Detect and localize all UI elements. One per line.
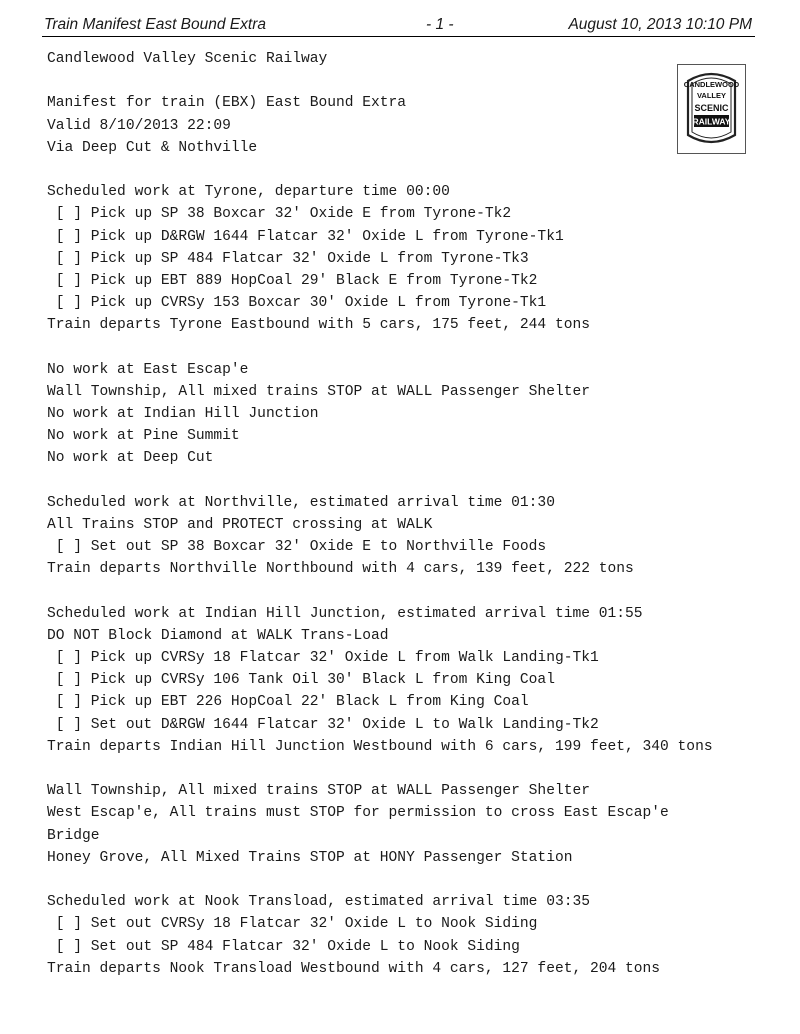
- page-header: [42, 14, 755, 37]
- manifest-line: [ ] Pick up EBT 226 HopCoal 22' Black L from King Coal: [47, 694, 529, 711]
- manifest-line: Honey Grove, All Mixed Trains STOP at HONY Passenger Station: [47, 849, 573, 866]
- logo-text-1: CANDLEWOOD: [683, 80, 740, 89]
- manifest-line: Manifest for train (EBX) East Bound Extra: [47, 95, 407, 112]
- manifest-line: [ ] Pick up CVRSy 18 Flatcar 32' Oxide L from Walk Landing-Tk1: [47, 650, 599, 667]
- manifest-line: [ ] Pick up SP 484 Flatcar 32' Oxide L from Tyrone-Tk3: [47, 250, 529, 267]
- manifest-line: No work at Indian Hill Junction: [47, 406, 319, 422]
- manifest-line: [ ] Set out CVRSy 18 Flatcar 32' Oxide L to Nook Siding: [47, 916, 538, 933]
- blank-line: [47, 70, 777, 92]
- manifest-line: Scheduled work at Tyrone, departure time 00:00: [47, 184, 450, 201]
- manifest-line: [ ] Pick up EBT 889 HopCoal 29' Black E from Tyrone-Tk2: [47, 272, 538, 289]
- manifest-line: [ ] Set out SP 484 Flatcar 32' Oxide L to Nook Siding: [47, 938, 520, 955]
- manifest-line: Scheduled work at Nook Transload, estimated arrival time 03:35: [47, 894, 590, 911]
- blank-line: [47, 159, 777, 181]
- manifest-line: Via Deep Cut & Nothville: [47, 139, 258, 156]
- logo-text-4: RAILWAY: [692, 116, 731, 127]
- manifest-line: Candlewood Valley Scenic Railway: [47, 51, 328, 67]
- manifest-body: [47, 48, 777, 980]
- header-date: August 10, 2013 10:10 PM: [568, 16, 752, 33]
- manifest-line: Train departs Nook Transload Westbound with 4 cars, 127 feet, 204 tons: [47, 960, 661, 977]
- logo-text-2: VALLEY: [696, 91, 727, 100]
- manifest-line: [ ] Set out SP 38 Boxcar 32' Oxide E to Northville Foods: [47, 539, 547, 556]
- manifest-line: [ ] Pick up D&RGW 1644 Flatcar 32' Oxide L from Tyrone-Tk1: [47, 228, 564, 245]
- page-number: - 1 -: [426, 16, 454, 33]
- manifest-line: Wall Township, All mixed trains STOP at WALL Passenger Shelter: [47, 383, 590, 400]
- manifest-line: Valid 8/10/2013 22:09: [47, 117, 231, 134]
- manifest-line: [ ] Set out D&RGW 1644 Flatcar 32' Oxide L to Walk Landing-Tk2: [47, 716, 599, 733]
- manifest-line: Wall Township, All mixed trains STOP at WALL Passenger Shelter: [47, 783, 590, 800]
- manifest-line: West Escap'e, All trains must STOP for permission to cross East Escap'e: [47, 805, 669, 822]
- blank-line: [47, 470, 777, 492]
- blank-line: [47, 581, 777, 603]
- header-title: Train Manifest East Bound Extra: [44, 16, 266, 33]
- manifest-line: Train departs Northville Northbound with 4 cars, 139 feet, 222 tons: [47, 561, 634, 578]
- manifest-line: [ ] Pick up SP 38 Boxcar 32' Oxide E from Tyrone-Tk2: [47, 206, 512, 223]
- manifest-line: Train departs Tyrone Eastbound with 5 cars, 175 feet, 244 tons: [47, 317, 590, 334]
- manifest-line: All Trains STOP and PROTECT crossing at WALK: [47, 516, 433, 533]
- manifest-line: Train departs Indian Hill Junction Westbound with 6 cars, 199 feet, 340 tons: [47, 738, 713, 755]
- blank-line: [47, 869, 777, 891]
- manifest-line: [ ] Pick up CVRSy 106 Tank Oil 30' Black L from King Coal: [47, 672, 555, 689]
- manifest-line: No work at Deep Cut: [47, 450, 214, 467]
- manifest-line: DO NOT Block Diamond at WALK Trans-Load: [47, 627, 389, 644]
- manifest-line: No work at East Escap'e: [47, 361, 249, 378]
- blank-line: [47, 758, 777, 780]
- manifest-line: [ ] Pick up CVRSy 153 Boxcar 30' Oxide L from Tyrone-Tk1: [47, 295, 547, 312]
- logo-text-3: SCENIC: [694, 103, 729, 113]
- manifest-line: Scheduled work at Indian Hill Junction, estimated arrival time 01:55: [47, 605, 643, 622]
- manifest-line: Scheduled work at Northville, estimated arrival time 01:30: [47, 494, 555, 511]
- manifest-line: No work at Pine Summit: [47, 428, 240, 445]
- manifest-line: Bridge: [47, 827, 100, 844]
- blank-line: [47, 336, 777, 358]
